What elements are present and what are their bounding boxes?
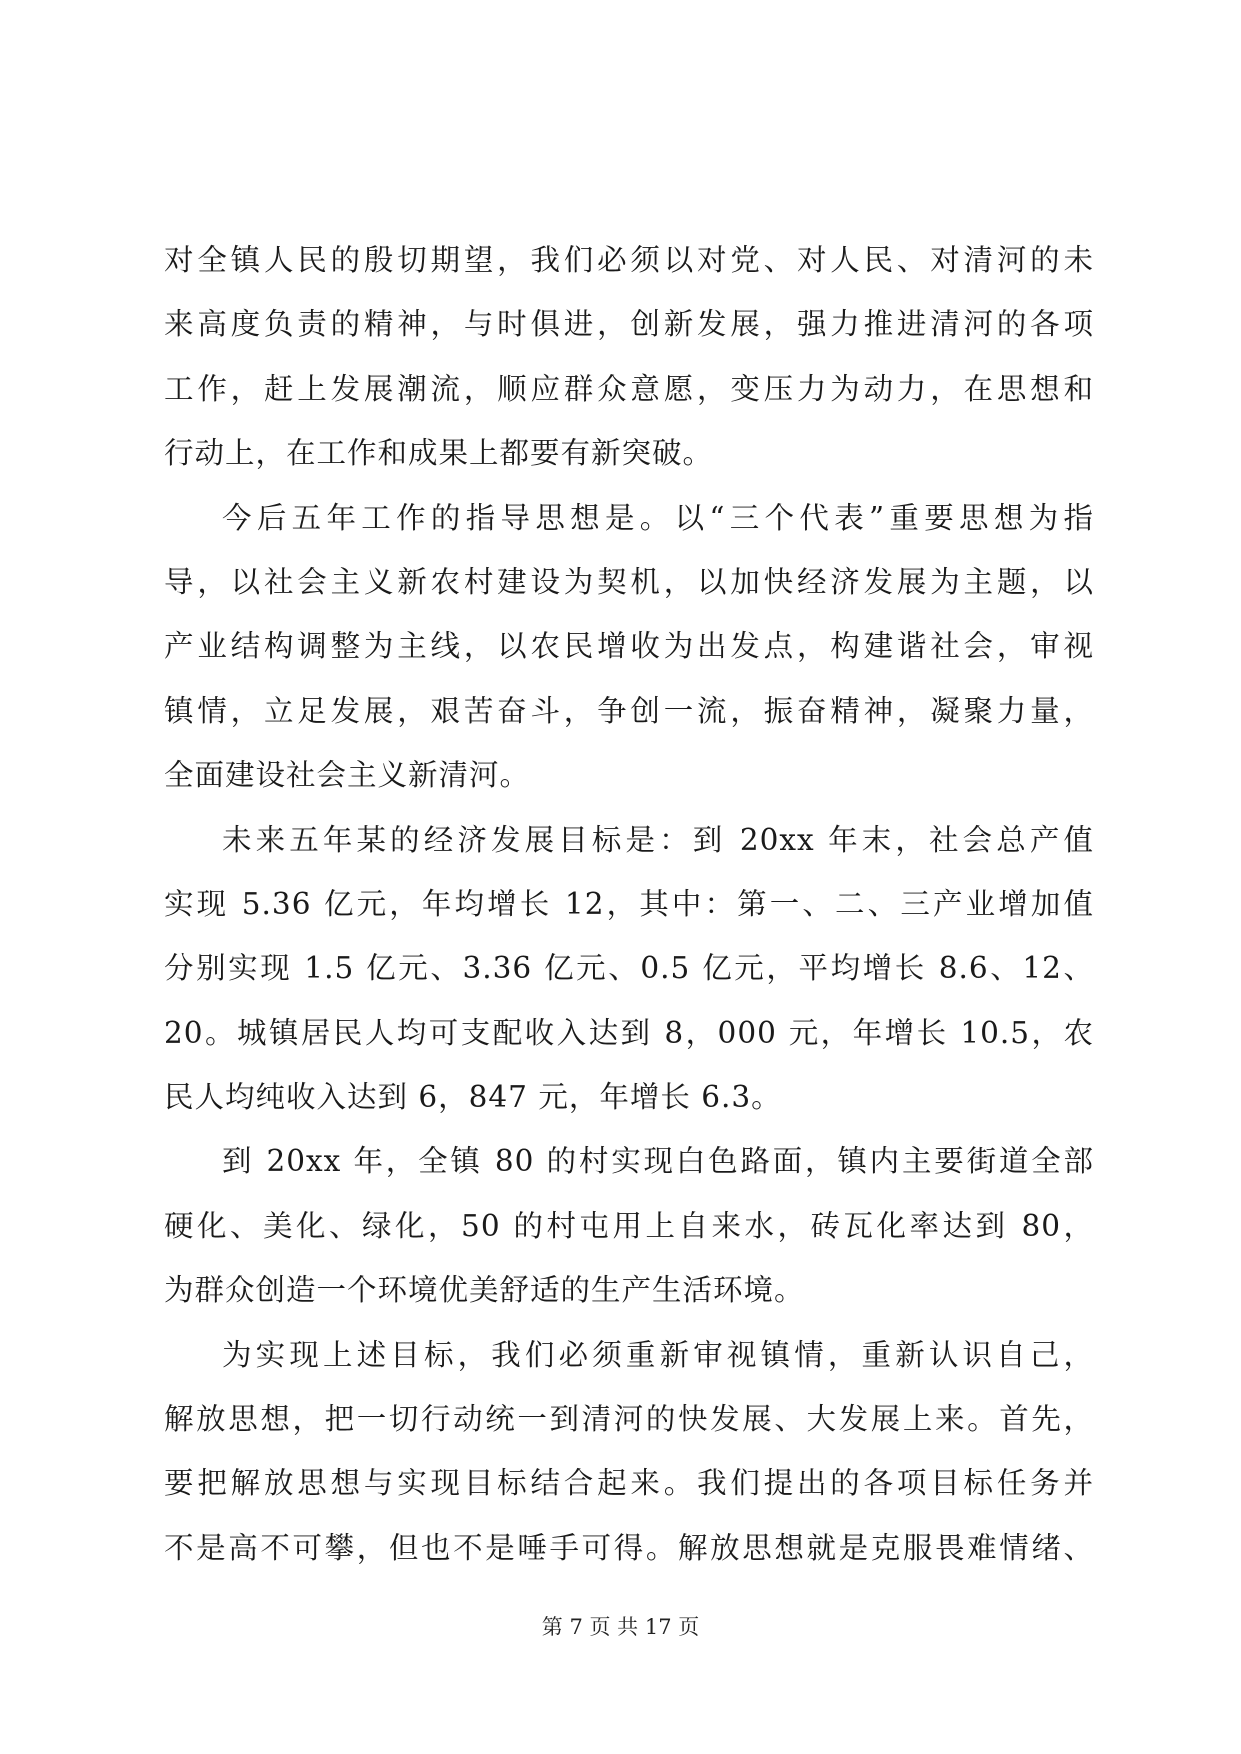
text-line: 产业结构调整为主线，以农民增收为出发点，构建谐社会，审视 (164, 629, 1094, 664)
text-line: 导，以社会主义新农村建设为契机，以加快经济发展为主题，以 (164, 564, 1094, 599)
text-line: 不是高不可攀，但也不是唾手可得。解放思想就是克服畏难情绪、 (164, 1530, 1094, 1565)
text-line: 为群众创造一个环境优美舒适的生产生活环境。 (164, 1273, 805, 1308)
text-line: 分别实现 1.5 亿元、3.36 亿元、0.5 亿元，平均增长 8.6、12、 (164, 951, 1094, 986)
text-line: 实现 5.36 亿元，年均增长 12，其中：第一、二、三产业增加值 (164, 886, 1094, 921)
text-line: 今后五年工作的指导思想是。以“三个代表”重要思想为指 (222, 500, 1094, 535)
text-line: 到 20xx 年，全镇 80 的村实现白色路面，镇内主要街道全部 (222, 1144, 1094, 1179)
page-number-label: 第 7 页 共 17 页 (541, 1615, 700, 1639)
text-line: 硬化、美化、绿化，50 的村屯用上自来水，砖瓦化率达到 80， (164, 1208, 1094, 1243)
text-line: 要把解放思想与实现目标结合起来。我们提出的各项目标任务并 (164, 1466, 1094, 1501)
text-line: 对全镇人民的殷切期望，我们必须以对党、对人民、对清河的未 (164, 243, 1094, 277)
document-body (164, 228, 1094, 1580)
text-line: 民人均纯收入达到 6，847 元，年增长 6.3。 (164, 1080, 782, 1115)
text-line: 全面建设社会主义新清河。 (164, 758, 531, 793)
text-line: 行动上，在工作和成果上都要有新突破。 (164, 436, 714, 471)
text-line: 为实现上述目标，我们必须重新审视镇情，重新认识自己， (222, 1337, 1094, 1372)
text-line: 工作，赶上发展潮流，顺应群众意愿，变压力为动力，在思想和 (164, 371, 1094, 406)
text-line: 来高度负责的精神，与时俱进，创新发展，强力推进清河的各项 (164, 307, 1094, 342)
text-line: 镇情，立足发展，艰苦奋斗，争创一流，振奋精神，凝聚力量， (164, 693, 1094, 728)
page-footer (0, 1612, 1241, 1642)
text-line: 20。城镇居民人均可支配收入达到 8，000 元，年增长 10.5，农 (164, 1015, 1094, 1050)
text-line: 解放思想，把一切行动统一到清河的快发展、大发展上来。首先， (164, 1402, 1094, 1437)
text-line: 未来五年某的经济发展目标是：到 20xx 年末，社会总产值 (222, 822, 1094, 857)
